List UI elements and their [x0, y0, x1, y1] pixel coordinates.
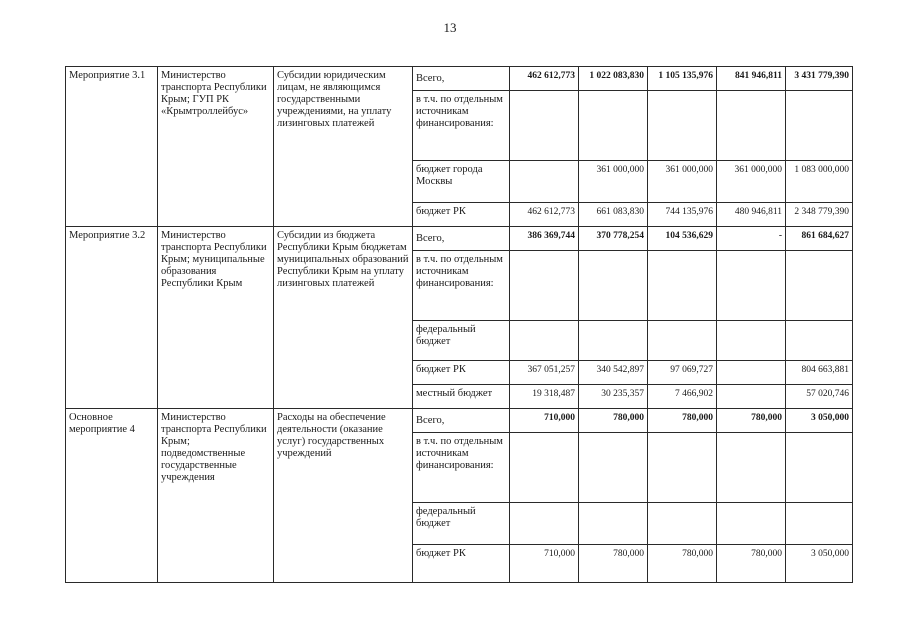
- value-cell: [510, 91, 579, 161]
- value-cell: 1 022 083,830: [579, 67, 648, 91]
- value-cell: 1 105 135,976: [648, 67, 717, 91]
- table-row: [66, 67, 853, 91]
- value-cell: 340 542,897: [579, 361, 648, 385]
- value-cell: 367 051,257: [510, 361, 579, 385]
- value-cell: 57 020,746: [786, 385, 853, 409]
- value-cell: 780,000: [717, 545, 786, 583]
- value-cell: [786, 91, 853, 161]
- value-cell: [786, 433, 853, 503]
- value-cell: 370 778,254: [579, 227, 648, 251]
- value-cell: [579, 503, 648, 545]
- value-cell: [579, 433, 648, 503]
- value-cell: 780,000: [648, 545, 717, 583]
- value-cell: 361 000,000: [648, 161, 717, 203]
- value-cell: 841 946,811: [717, 67, 786, 91]
- table-body: [66, 67, 853, 583]
- value-cell: 661 083,830: [579, 203, 648, 227]
- value-cell: [579, 251, 648, 321]
- event-cell: Основное мероприятие 4: [66, 409, 158, 583]
- value-cell: [648, 503, 717, 545]
- value-cell: [579, 321, 648, 361]
- value-cell: 30 235,357: [579, 385, 648, 409]
- table-row: [66, 409, 853, 433]
- source-cell: Всего,: [413, 67, 510, 91]
- event-cell: Мероприятие 3.2: [66, 227, 158, 409]
- executors-cell: Министерство транспорта Республики Крым; ГУП РК «Крымтроллейбус»: [158, 67, 274, 227]
- value-cell: [510, 161, 579, 203]
- budget-table: [65, 66, 853, 583]
- value-cell: 804 663,881: [786, 361, 853, 385]
- value-cell: 710,000: [510, 409, 579, 433]
- value-cell: 3 431 779,390: [786, 67, 853, 91]
- value-cell: [648, 433, 717, 503]
- value-cell: 861 684,627: [786, 227, 853, 251]
- value-cell: 780,000: [648, 409, 717, 433]
- description-cell: Субсидии из бюджета Республики Крым бюджетам муниципальных образований Республики Крым на уплату лизинговых платежей: [274, 227, 413, 409]
- event-cell: Мероприятие 3.1: [66, 67, 158, 227]
- value-cell: [510, 433, 579, 503]
- value-cell: [510, 503, 579, 545]
- source-cell: федеральный бюджет: [413, 321, 510, 361]
- value-cell: 386 369,744: [510, 227, 579, 251]
- value-cell: 361 000,000: [579, 161, 648, 203]
- value-cell: [717, 361, 786, 385]
- value-cell: [510, 251, 579, 321]
- value-cell: [717, 251, 786, 321]
- value-cell: 480 946,811: [717, 203, 786, 227]
- source-cell: в т.ч. по отдельным источникам финансирования:: [413, 433, 510, 503]
- value-cell: [648, 251, 717, 321]
- value-cell: 780,000: [579, 409, 648, 433]
- page-number: 13: [443, 20, 457, 35]
- source-cell: Всего,: [413, 409, 510, 433]
- value-cell: -: [717, 227, 786, 251]
- value-cell: 780,000: [717, 409, 786, 433]
- source-cell: Всего,: [413, 227, 510, 251]
- source-cell: в т.ч. по отдельным источникам финансирования:: [413, 251, 510, 321]
- value-cell: [648, 91, 717, 161]
- value-cell: [717, 433, 786, 503]
- executors-cell: Министерство транспорта Республики Крым; подведомственные государственные учреждения: [158, 409, 274, 583]
- source-cell: бюджет города Москвы: [413, 161, 510, 203]
- value-cell: 104 536,629: [648, 227, 717, 251]
- value-cell: 462 612,773: [510, 203, 579, 227]
- value-cell: 361 000,000: [717, 161, 786, 203]
- value-cell: [717, 503, 786, 545]
- executors-cell: Министерство транспорта Республики Крым; муниципальные образования Республики Крым: [158, 227, 274, 409]
- source-cell: местный бюджет: [413, 385, 510, 409]
- value-cell: [579, 91, 648, 161]
- value-cell: [786, 321, 853, 361]
- value-cell: [786, 251, 853, 321]
- value-cell: 19 318,487: [510, 385, 579, 409]
- value-cell: 744 135,976: [648, 203, 717, 227]
- value-cell: 97 069,727: [648, 361, 717, 385]
- value-cell: 7 466,902: [648, 385, 717, 409]
- description-cell: Субсидии юридическим лицам, не являющимся государственными учреждениями, на уплату лизинговых платежей: [274, 67, 413, 227]
- value-cell: [510, 321, 579, 361]
- source-cell: бюджет РК: [413, 203, 510, 227]
- value-cell: [648, 321, 717, 361]
- value-cell: 3 050,000: [786, 409, 853, 433]
- value-cell: 780,000: [579, 545, 648, 583]
- value-cell: 462 612,773: [510, 67, 579, 91]
- description-cell: Расходы на обеспечение деятельности (оказание услуг) государственных учреждений: [274, 409, 413, 583]
- source-cell: бюджет РК: [413, 545, 510, 583]
- value-cell: [717, 321, 786, 361]
- value-cell: 710,000: [510, 545, 579, 583]
- value-cell: [786, 503, 853, 545]
- value-cell: 3 050,000: [786, 545, 853, 583]
- value-cell: [717, 91, 786, 161]
- source-cell: федеральный бюджет: [413, 503, 510, 545]
- table-row: [66, 227, 853, 251]
- value-cell: [717, 385, 786, 409]
- value-cell: 2 348 779,390: [786, 203, 853, 227]
- source-cell: бюджет РК: [413, 361, 510, 385]
- value-cell: 1 083 000,000: [786, 161, 853, 203]
- source-cell: в т.ч. по отдельным источникам финансирования:: [413, 91, 510, 161]
